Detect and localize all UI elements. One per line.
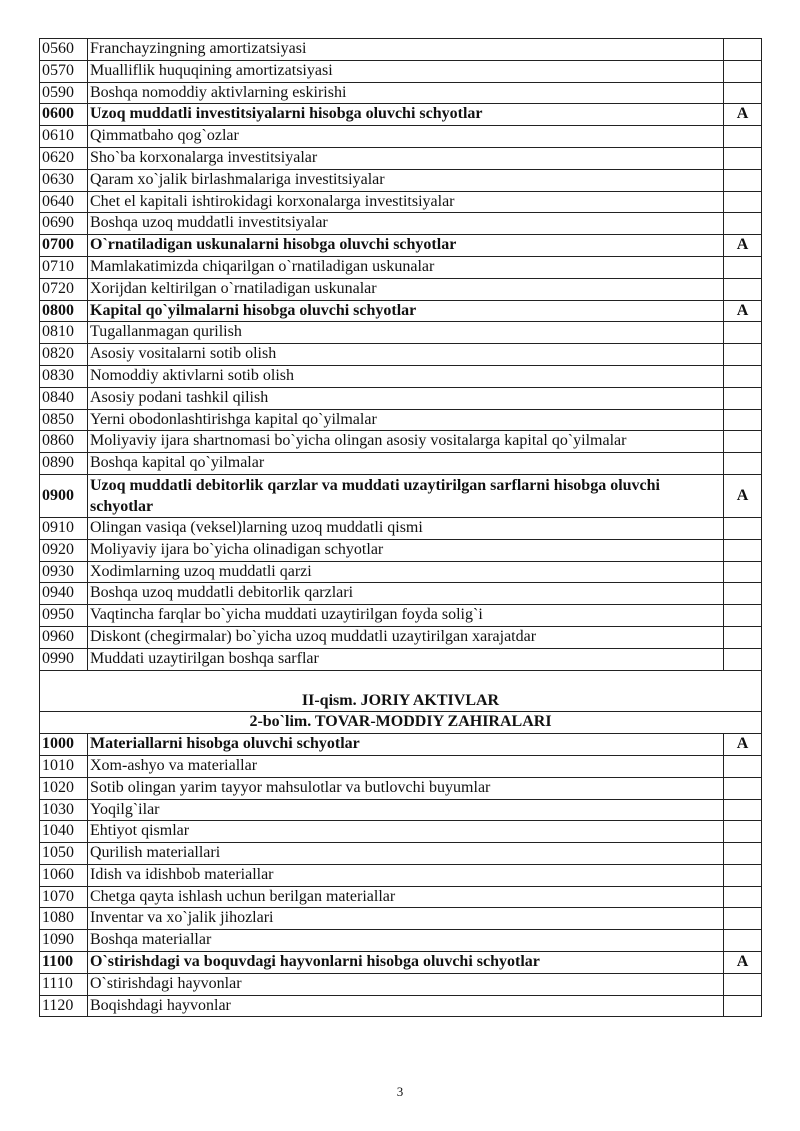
account-code: 1090 [40, 930, 88, 952]
account-group-row [40, 104, 762, 126]
account-name: Moliyaviy ijara bo`yicha olinadigan schyotlar [88, 539, 724, 561]
account-code: 1070 [40, 886, 88, 908]
account-name: Uzoq muddatli investitsiyalarni hisobga oluvchi schyotlar [88, 104, 724, 126]
account-type [724, 930, 762, 952]
account-name: Chetga qayta ishlash uchun berilgan materiallar [88, 886, 724, 908]
account-name: Asosiy podani tashkil qilish [88, 387, 724, 409]
account-type [724, 539, 762, 561]
account-type: A [724, 734, 762, 756]
account-name: Idish va idishbob materiallar [88, 864, 724, 886]
account-name: Sho`ba korxonalarga investitsiyalar [88, 147, 724, 169]
account-name: Yerni obodonlashtirishga kapital qo`yilmalar [88, 409, 724, 431]
account-name: Tugallanmagan qurilish [88, 322, 724, 344]
account-row [40, 583, 762, 605]
account-type [724, 755, 762, 777]
account-type [724, 60, 762, 82]
account-name: Qaram xo`jalik birlashmalariga investitsiyalar [88, 169, 724, 191]
account-row [40, 539, 762, 561]
account-code: 0560 [40, 39, 88, 61]
account-row [40, 626, 762, 648]
account-row [40, 561, 762, 583]
account-type: A [724, 952, 762, 974]
account-code: 0800 [40, 300, 88, 322]
account-code: 0710 [40, 256, 88, 278]
account-name: Moliyaviy ijara shartnomasi bo`yicha olingan asosiy vositalarga kapital qo`yilmalar [88, 431, 724, 453]
account-code: 1010 [40, 755, 88, 777]
account-code: 0690 [40, 213, 88, 235]
account-name: Nomoddiy aktivlarni sotib olish [88, 365, 724, 387]
account-row [40, 409, 762, 431]
account-group-row [40, 474, 762, 517]
account-code: 0940 [40, 583, 88, 605]
account-group-row [40, 300, 762, 322]
account-type [724, 169, 762, 191]
account-row [40, 256, 762, 278]
account-name: Olingan vasiqa (veksel)larning uzoq muddatli qismi [88, 517, 724, 539]
account-code: 0840 [40, 387, 88, 409]
account-row [40, 322, 762, 344]
account-code: 1060 [40, 864, 88, 886]
account-type [724, 605, 762, 627]
account-name: Mualliflik huquqining amortizatsiyasi [88, 60, 724, 82]
account-type [724, 908, 762, 930]
account-code: 0920 [40, 539, 88, 561]
account-type [724, 322, 762, 344]
account-type [724, 147, 762, 169]
account-name: Diskont (chegirmalar) bo`yicha uzoq muddatli uzaytirilgan xarajatdar [88, 626, 724, 648]
account-type [724, 777, 762, 799]
account-row [40, 431, 762, 453]
account-type [724, 995, 762, 1017]
account-type [724, 843, 762, 865]
account-type [724, 278, 762, 300]
account-row [40, 82, 762, 104]
account-type [724, 126, 762, 148]
account-type [724, 213, 762, 235]
account-row [40, 344, 762, 366]
account-code: 0810 [40, 322, 88, 344]
chapter-title: 2-bo`lim. TOVAR-MODDIY ZAHIRALARI [40, 712, 762, 734]
account-row [40, 973, 762, 995]
account-type: A [724, 235, 762, 257]
account-name: Qurilish materiallari [88, 843, 724, 865]
account-row [40, 821, 762, 843]
account-row [40, 126, 762, 148]
account-type: A [724, 104, 762, 126]
account-name: Chet el kapitali ishtirokidagi korxonalarga investitsiyalar [88, 191, 724, 213]
account-name: Boqishdagi hayvonlar [88, 995, 724, 1017]
account-type [724, 344, 762, 366]
account-code: 1030 [40, 799, 88, 821]
account-row [40, 777, 762, 799]
account-name: Boshqa nomoddiy aktivlarning eskirishi [88, 82, 724, 104]
account-code: 0700 [40, 235, 88, 257]
account-type [724, 886, 762, 908]
account-code: 0720 [40, 278, 88, 300]
account-code: 0630 [40, 169, 88, 191]
account-code: 0850 [40, 409, 88, 431]
account-name: Asosiy vositalarni sotib olish [88, 344, 724, 366]
account-row [40, 886, 762, 908]
account-name: Qimmatbaho qog`ozlar [88, 126, 724, 148]
account-row [40, 60, 762, 82]
account-code: 0570 [40, 60, 88, 82]
account-row [40, 39, 762, 61]
account-group-row [40, 235, 762, 257]
account-code: 0620 [40, 147, 88, 169]
account-row [40, 453, 762, 475]
account-name: Xom-ashyo va materiallar [88, 755, 724, 777]
account-name: Ehtiyot qismlar [88, 821, 724, 843]
account-name: Franchayzingning amortizatsiyasi [88, 39, 724, 61]
account-name: Boshqa materiallar [88, 930, 724, 952]
account-row [40, 213, 762, 235]
account-name: Boshqa uzoq muddatli debitorlik qarzlari [88, 583, 724, 605]
account-type [724, 365, 762, 387]
account-code: 1000 [40, 734, 88, 756]
account-name: Sotib olingan yarim tayyor mahsulotlar va butlovchi buyumlar [88, 777, 724, 799]
account-type [724, 648, 762, 670]
account-type [724, 517, 762, 539]
section-spacer-row [40, 670, 762, 691]
account-type [724, 583, 762, 605]
account-name: Boshqa uzoq muddatli investitsiyalar [88, 213, 724, 235]
account-code: 0830 [40, 365, 88, 387]
account-group-row [40, 952, 762, 974]
account-type: A [724, 474, 762, 517]
account-code: 1080 [40, 908, 88, 930]
account-code: 0640 [40, 191, 88, 213]
account-type [724, 864, 762, 886]
account-code: 1110 [40, 973, 88, 995]
account-code: 0600 [40, 104, 88, 126]
account-code: 1020 [40, 777, 88, 799]
account-name: Muddati uzaytirilgan boshqa sarflar [88, 648, 724, 670]
account-code: 0910 [40, 517, 88, 539]
account-type [724, 626, 762, 648]
page-number: 3 [396, 1084, 404, 1099]
account-code: 0890 [40, 453, 88, 475]
account-type [724, 973, 762, 995]
account-row [40, 995, 762, 1017]
account-name: O`stirishdagi hayvonlar [88, 973, 724, 995]
account-row [40, 147, 762, 169]
account-type [724, 39, 762, 61]
part-title: II-qism. JORIY AKTIVLAR [40, 691, 762, 712]
account-code: 0990 [40, 648, 88, 670]
account-name: Xodimlarning uzoq muddatli qarzi [88, 561, 724, 583]
account-type [724, 821, 762, 843]
account-row [40, 365, 762, 387]
account-name: Mamlakatimizda chiqarilgan o`rnatiladigan uskunalar [88, 256, 724, 278]
account-code: 0860 [40, 431, 88, 453]
account-row [40, 755, 762, 777]
account-name: Inventar va xo`jalik jihozlari [88, 908, 724, 930]
account-name: Vaqtincha farqlar bo`yicha muddati uzaytirilgan foyda solig`i [88, 605, 724, 627]
account-name: O`stirishdagi va boquvdagi hayvonlarni hisobga oluvchi schyotlar [88, 952, 724, 974]
account-row [40, 864, 762, 886]
account-name: Yoqilg`ilar [88, 799, 724, 821]
accounts-table-top [40, 39, 762, 671]
account-row [40, 648, 762, 670]
account-code: 0950 [40, 605, 88, 627]
account-row [40, 387, 762, 409]
accounts-table-bottom [40, 734, 762, 1017]
account-type [724, 409, 762, 431]
account-name: O`rnatiladigan uskunalarni hisobga oluvchi schyotlar [88, 235, 724, 257]
account-code: 1040 [40, 821, 88, 843]
account-type [724, 82, 762, 104]
account-type: A [724, 300, 762, 322]
account-code: 0930 [40, 561, 88, 583]
account-type [724, 387, 762, 409]
account-code: 1050 [40, 843, 88, 865]
account-type [724, 799, 762, 821]
chapter-title-row [40, 712, 762, 734]
account-type [724, 453, 762, 475]
section-header [40, 670, 762, 734]
account-row [40, 799, 762, 821]
accounts-table [39, 38, 762, 1017]
part-title-row [40, 691, 762, 712]
account-code: 0610 [40, 126, 88, 148]
account-row [40, 191, 762, 213]
account-name: Kapital qo`yilmalarni hisobga oluvchi schyotlar [88, 300, 724, 322]
account-code: 1100 [40, 952, 88, 974]
account-group-row [40, 734, 762, 756]
account-code: 0960 [40, 626, 88, 648]
account-name: Boshqa kapital qo`yilmalar [88, 453, 724, 475]
account-name: Materiallarni hisobga oluvchi schyotlar [88, 734, 724, 756]
account-code: 0900 [40, 474, 88, 517]
account-type [724, 191, 762, 213]
account-code: 1120 [40, 995, 88, 1017]
account-row [40, 930, 762, 952]
account-type [724, 561, 762, 583]
account-row [40, 843, 762, 865]
account-code: 0820 [40, 344, 88, 366]
account-name: Xorijdan keltirilgan o`rnatiladigan uskunalar [88, 278, 724, 300]
account-type [724, 431, 762, 453]
account-row [40, 278, 762, 300]
account-name: Uzoq muddatli debitorlik qarzlar va muddati uzaytirilgan sarflarni hisobga oluvchi schyotlar [88, 474, 724, 517]
account-row [40, 908, 762, 930]
account-row [40, 605, 762, 627]
account-row [40, 169, 762, 191]
account-type [724, 256, 762, 278]
account-row [40, 517, 762, 539]
account-code: 0590 [40, 82, 88, 104]
